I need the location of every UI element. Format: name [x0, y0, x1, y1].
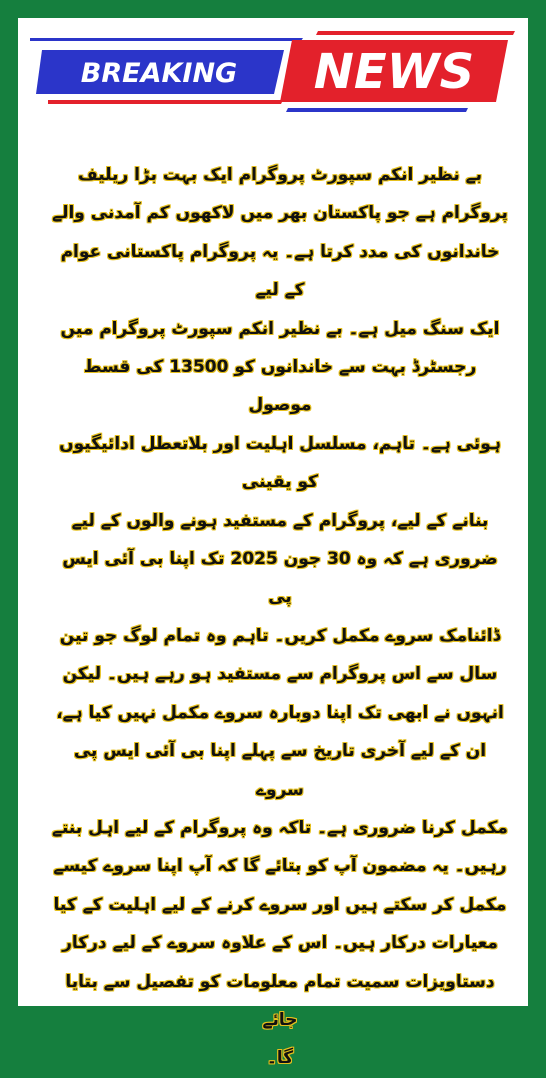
content-frame: [18, 18, 528, 1069]
article-line: مکمل کرنا ضروری ہے۔ تاکہ وہ پروگرام کے لیے اہل بنتے: [52, 817, 508, 838]
article-line: انہوں نے ابھی تک اپنا دوبارہ سروے مکمل نہیں کیا ہے،: [56, 702, 504, 723]
article-line: مکمل کر سکتے ہیں اور سروے کرنے کے لیے اہلیت کے کیا: [53, 894, 507, 915]
article-line: معیارات درکار ہیں۔ اس کے علاوہ سروے کے لیے درکار: [62, 933, 498, 954]
article-line: بنانے کے لیے، پروگرام کے مستفید ہونے والوں کے لیے: [71, 510, 489, 531]
article-line: پروگرام ہے جو پاکستان بھر میں لاکھوں کم آمدنی والے: [52, 203, 508, 224]
article-body: [52, 156, 508, 1069]
blue-stripe-bottom: [286, 108, 468, 112]
article-line: ہوئی ہے۔ تاہم، مسلسل اہلیت اور بلاتعطل ادائیگیوں کو یقینی: [59, 433, 501, 493]
article-line: ضروری ہے کہ وہ 30 جون 2025 تک اپنا بی آئی ایس پی: [62, 549, 498, 608]
article-line: ان کے لیے آخری تاریخ سے پہلے اپنا بی آئی ایس پی سروے: [73, 741, 487, 800]
article-line: دستاویزات سمیت تمام معلومات کو تفصیل سے بتایا جائے: [65, 971, 495, 1030]
news-label: NEWS: [313, 44, 475, 100]
article-line: بے نظیر انکم سپورٹ پروگرام ایک بہت بڑا ریلیف: [77, 165, 483, 185]
blue-stripe-top: [30, 38, 303, 41]
red-stripe-top: [316, 31, 515, 35]
article-line: رجسٹرڈ بہت سے خاندانوں کو 13500 کی قسط موصول: [83, 357, 477, 416]
article-line: سال سے اس پروگرام سے مستفید ہو رہے ہیں۔ لیکن: [62, 664, 498, 685]
breaking-news-banner: [18, 18, 528, 118]
article-line: رہیں۔ یہ مضمون آپ کو بتائے گا کہ آپ اپنا سروے کیسے: [53, 856, 507, 877]
article-line: ڈائنامک سروے مکمل کریں۔ تاہم وہ تمام لوگ جو تین: [59, 625, 501, 646]
article-line: گا۔: [266, 1048, 294, 1069]
article-line: خاندانوں کی مدد کرتا ہے۔ یہ پروگرام پاکستانی عوام کے لیے: [60, 241, 500, 301]
article-line: ایک سنگ میل ہے۔ بے نظیر انکم سپورٹ پروگرام میں: [60, 318, 500, 339]
red-stripe-bottom: [48, 100, 283, 104]
breaking-label: BREAKING: [80, 58, 238, 89]
